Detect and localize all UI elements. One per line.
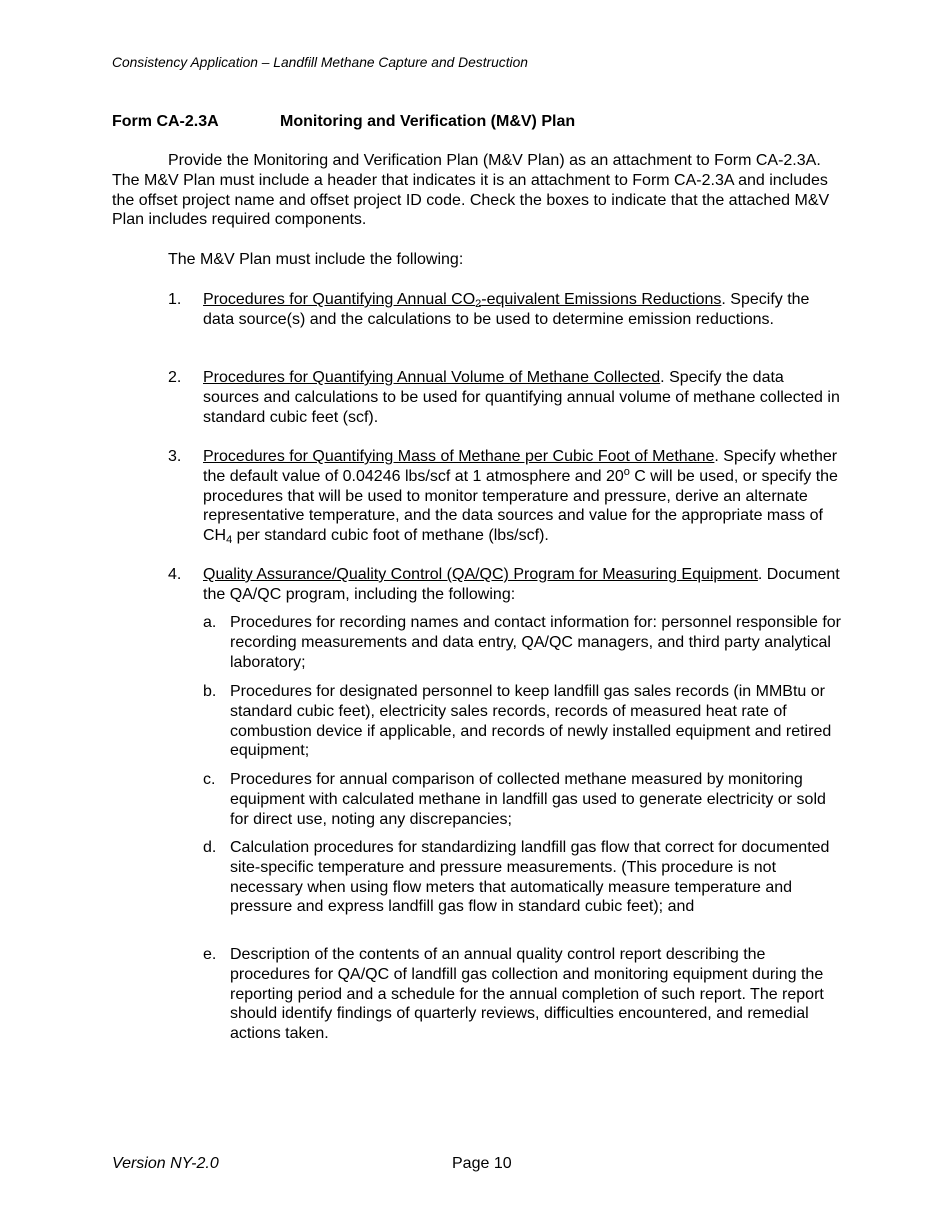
item-text: [203, 447, 840, 546]
subitem-text: Procedures for designated personnel to keep landfill gas sales records (in MMBtu or standard cubic feet), electricity sales records, records of measured heat rate of combustion device if applicable, and records of newly installed equipment and retired equipment;: [230, 683, 832, 760]
item-heading: Quality Assurance/Quality Control (QA/QC) Program for Measuring Equipment: [203, 566, 758, 583]
item-text: [203, 290, 840, 330]
item-text: [203, 368, 840, 427]
subitem-letter: a.: [203, 614, 217, 631]
form-code: Form CA-2.3A: [112, 113, 219, 130]
item-heading: Procedures for Quantifying Annual Volume of Methane Collected: [203, 369, 661, 386]
subitem-text: Procedures for annual comparison of collected methane measured by monitoring equipment with calculated methane in landfill gas used to generate electricity or sold for direct use, noting any discrepancies;: [230, 771, 826, 828]
item-heading-part: Procedures for Quantifying Annual CO: [203, 291, 476, 308]
item-body: . Specify the data source(s) and the calculations to be used to determine emission reductions.: [203, 291, 810, 328]
subitem-b: [203, 682, 843, 761]
subitem-letter: c.: [203, 771, 216, 788]
subitem-e: [203, 945, 843, 1044]
item-text: [203, 565, 840, 605]
requirement-item-3: [168, 447, 840, 546]
item-number: 2.: [168, 369, 182, 386]
running-header: Consistency Application – Landfill Methane Capture and Destruction: [112, 55, 528, 70]
page-number: Page 10: [452, 1155, 512, 1172]
subitem-text: Calculation procedures for standardizing landfill gas flow that correct for documented site-specific temperature and pressure measurements. (This procedure is not necessary when using flow meters that automatically measure temperature and pressure and express landfill gas flow in standard cubic feet); and: [230, 839, 830, 916]
form-heading: [112, 113, 576, 131]
item-heading: Procedures for Quantifying Mass of Methane per Cubic Foot of Methane: [203, 448, 715, 465]
item-body: . Document the QA/QC program, including the following:: [203, 566, 840, 603]
requirement-item-4: [168, 565, 840, 605]
item-number: 3.: [168, 448, 182, 465]
item-body: . Specify whether the default value of 0.04246 lbs/scf at 1 atmosphere and 20: [203, 448, 838, 485]
item-body: C will be used, or specify the procedures that will be used to monitor temperature and pressure, derive an alternate representative temperature, and the data sources and value for the appropriate mass of CH: [203, 467, 838, 545]
subitem-text: Procedures for recording names and contact information for: personnel responsible for recording measurements and data entry, QA/QC managers, and third party analytical laboratory;: [230, 614, 841, 671]
subitem-text: Description of the contents of an annual quality control report describing the procedures for QA/QC of landfill gas collection and monitoring equipment during the reporting period and a schedule for the annual completion of such report. The report should identify findings of quarterly reviews, difficulties encountered, and remedial actions taken.: [230, 946, 824, 1043]
footer-version: Version NY-2.0: [112, 1155, 219, 1172]
form-title: Monitoring and Verification (M&V) Plan: [280, 113, 576, 130]
subitem-d: [203, 838, 843, 917]
subscript-4: 4: [226, 534, 233, 547]
requirement-item-2: [168, 368, 840, 427]
subitem-a: [203, 613, 843, 672]
degree-superscript: o: [623, 465, 630, 478]
subitem-letter: d.: [203, 839, 217, 856]
subscript-2: 2: [475, 298, 482, 310]
requirement-item-1: [168, 290, 840, 330]
item-body: per standard cubic foot of methane (lbs/scf).: [232, 527, 549, 545]
item-number: 1.: [168, 291, 182, 308]
item-heading: [203, 291, 721, 308]
subitem-c: [203, 770, 843, 829]
subitem-letter: e.: [203, 946, 217, 963]
item-heading-part: -equivalent Emissions Reductions: [481, 291, 722, 308]
subitem-letter: b.: [203, 683, 217, 700]
intro-paragraph: Provide the Monitoring and Verification Plan (M&V Plan) as an attachment to Form CA-2.3A. The M&V Plan must include a header that indicates it is an attachment to Form CA-2.3A and includes the offset project name and offset project ID code. Check the boxes to indicate that the attached M&V Plan includes required components.: [112, 152, 830, 229]
item-number: 4.: [168, 566, 182, 583]
list-lead-text: The M&V Plan must include the following:: [168, 251, 464, 268]
item-body: . Specify the data sources and calculations to be used for quantifying annual volume of methane collected in standard cubic feet (scf).: [203, 369, 840, 426]
